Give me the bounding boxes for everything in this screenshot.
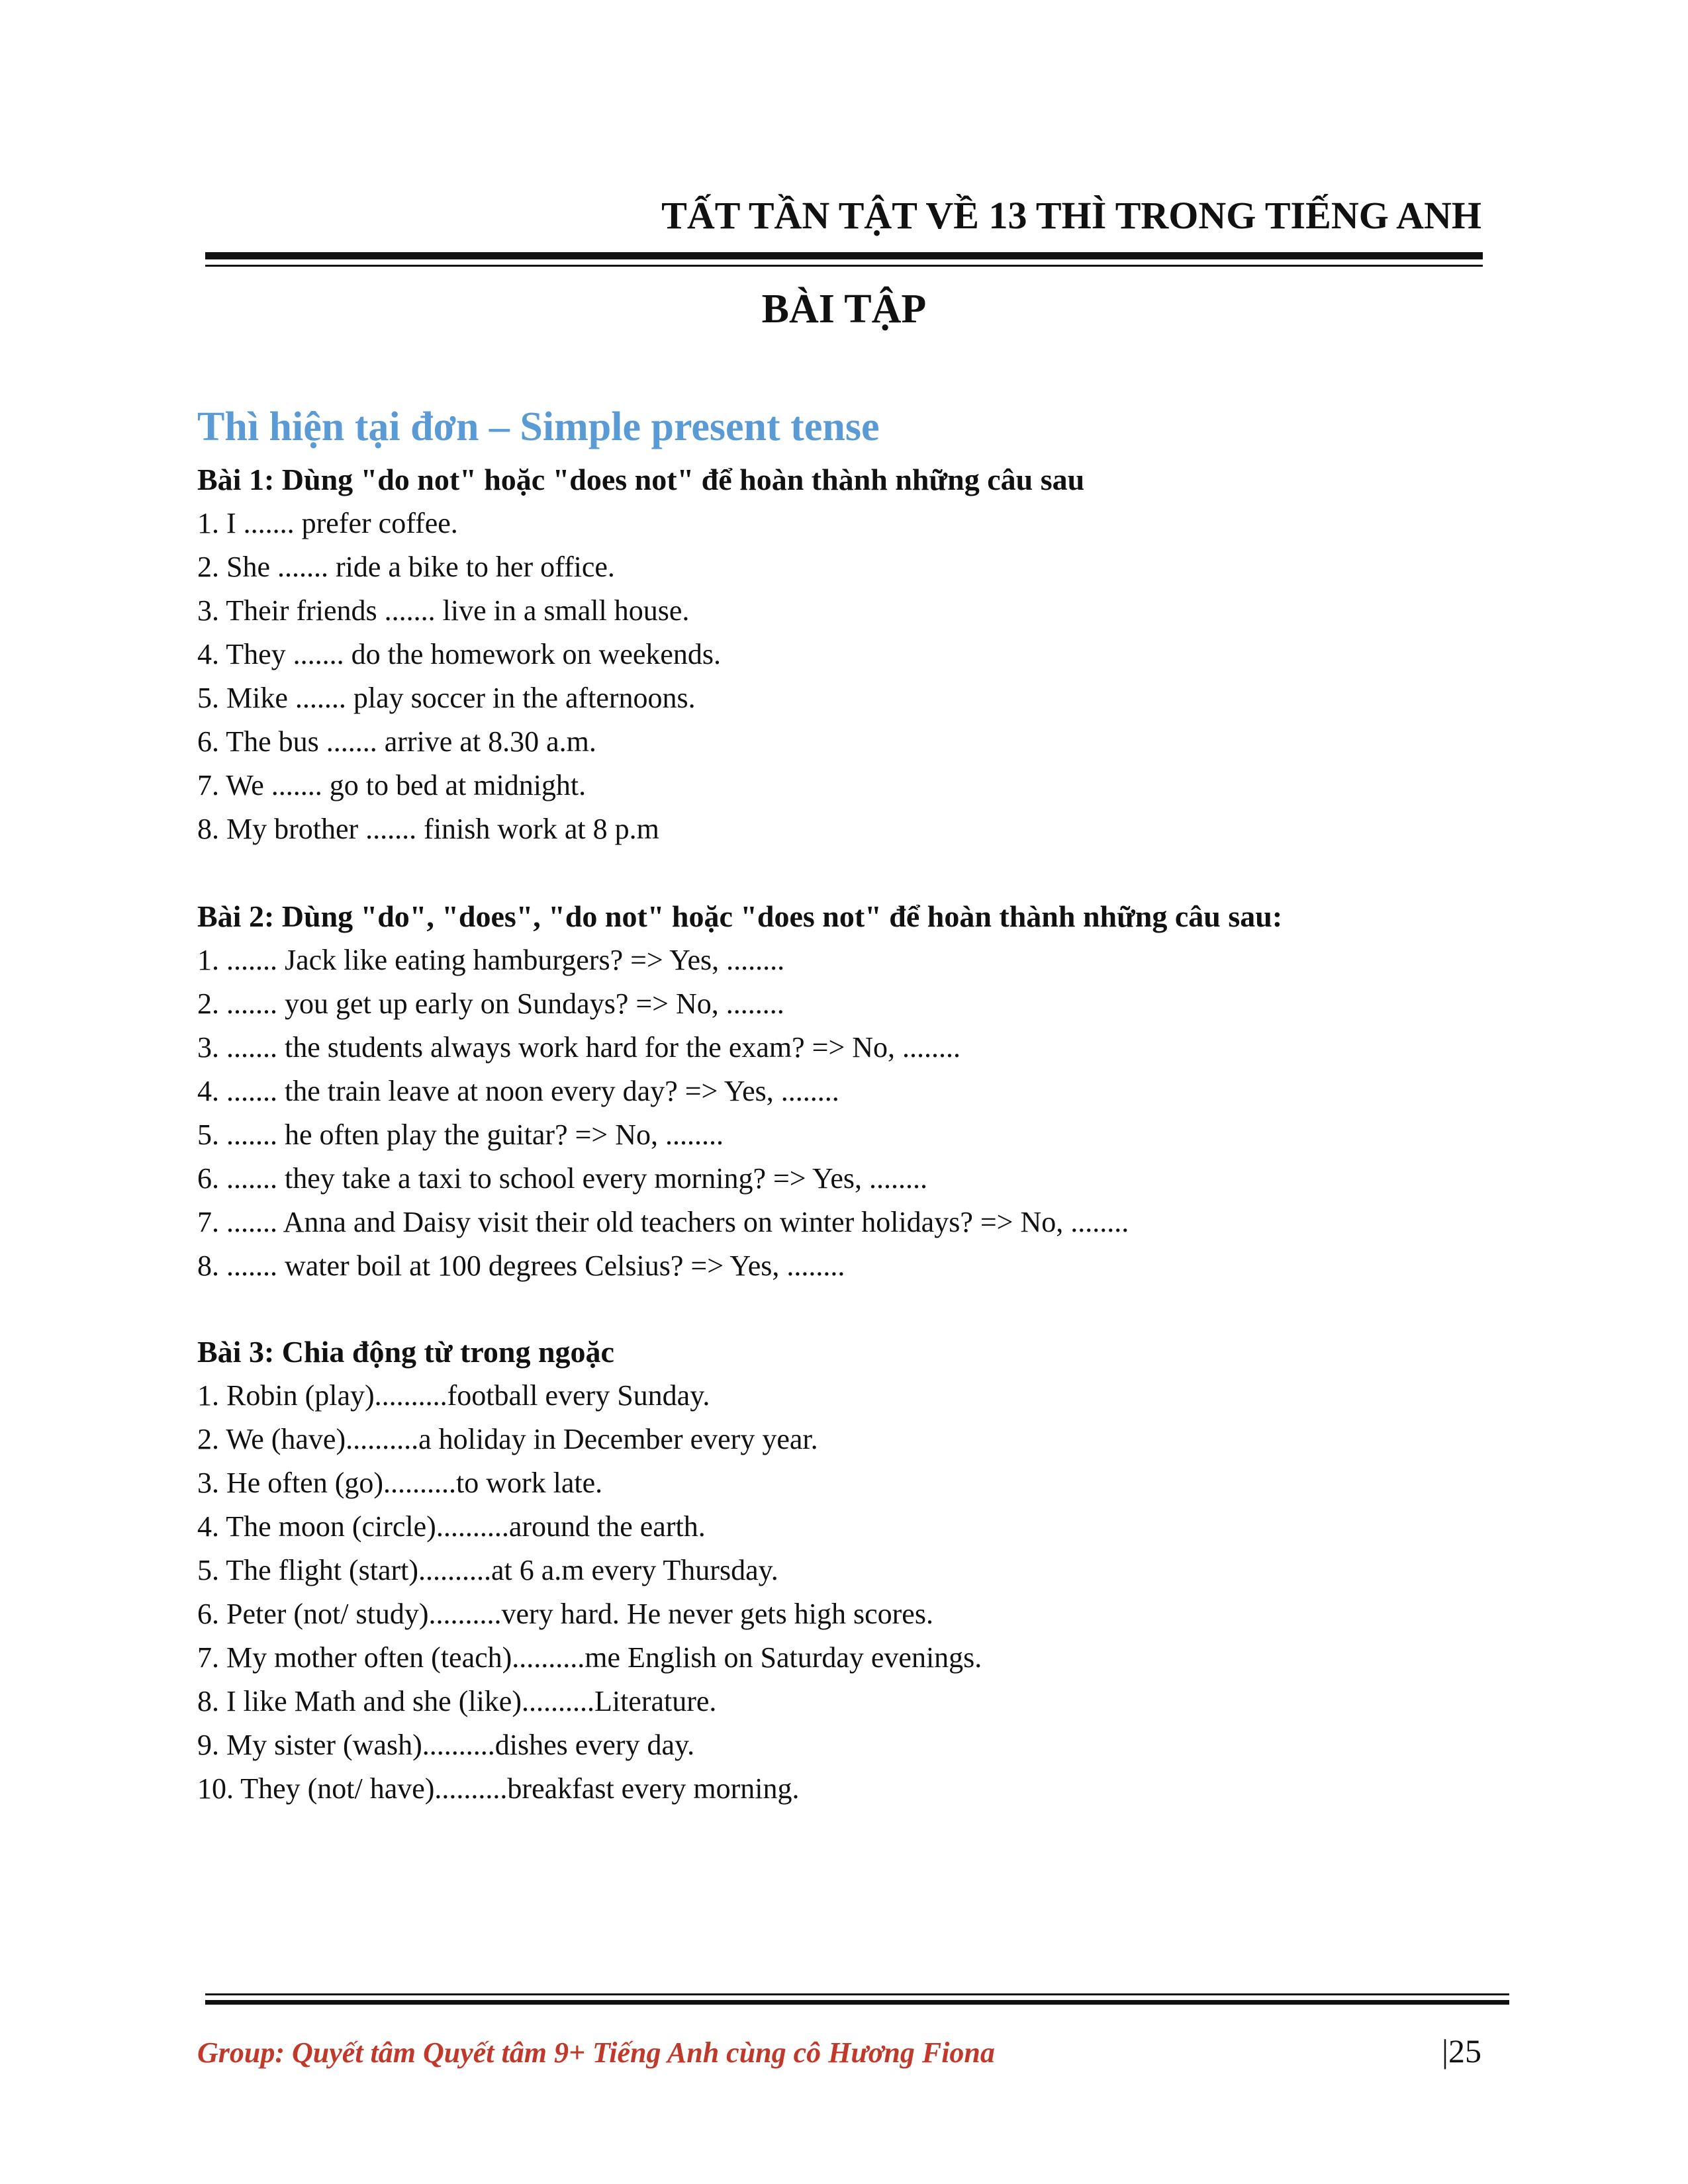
exercise-item: 7. My mother often (teach)..........me English on Saturday evenings. xyxy=(197,1641,982,1674)
exercise-list xyxy=(197,1374,1488,1811)
exercise-list xyxy=(197,938,1488,1288)
exercise-heading: Bài 1: Dùng "do not" hoặc "does not" để hoàn thành những câu sau xyxy=(197,463,1085,496)
exercise-item: 1. I ....... prefer coffee. xyxy=(197,507,458,539)
header-rule-thick xyxy=(205,252,1483,259)
footer-group-text: Group: Quyết tâm Quyết tâm 9+ Tiếng Anh cùng cô Hương Fiona xyxy=(197,2036,995,2069)
exercise-item: 8. ....... water boil at 100 degrees Celsius? => Yes, ........ xyxy=(197,1250,845,1282)
exercise-item: 4. They ....... do the homework on weekends. xyxy=(197,638,722,670)
exercise-3 xyxy=(197,1330,1488,1811)
exercise-item: 2. ....... you get up early on Sundays? => No, ........ xyxy=(197,987,784,1020)
exercise-item: 6. ....... they take a taxi to school every morning? => Yes, ........ xyxy=(197,1162,928,1195)
exercise-item: 5. The flight (start)..........at 6 a.m every Thursday. xyxy=(197,1554,778,1586)
exercise-item: 4. ....... the train leave at noon every day? => Yes, ........ xyxy=(197,1075,839,1107)
exercise-item: 8. I like Math and she (like)..........Literature. xyxy=(197,1685,717,1717)
exercise-item: 10. They (not/ have)..........breakfast every morning. xyxy=(197,1772,800,1805)
exercise-heading: Bài 2: Dùng "do", "does", "do not" hoặc "does not" để hoàn thành những câu sau: xyxy=(197,899,1283,933)
page-number: |25 xyxy=(1441,2032,1481,2070)
header-rule-thin xyxy=(205,265,1483,267)
footer-rule-thick xyxy=(205,2000,1509,2005)
exercise-item: 5. Mike ....... play soccer in the afternoons. xyxy=(197,682,696,714)
exercise-item: 8. My brother ....... finish work at 8 p.m xyxy=(197,813,659,845)
exercise-item: 3. Their friends ....... live in a small house. xyxy=(197,594,690,627)
exercise-heading: Bài 3: Chia động từ trong ngoặc xyxy=(197,1335,614,1369)
section-heading: Thì hiện tại đơn – Simple present tense xyxy=(197,404,880,449)
exercise-item: 1. ....... Jack like eating hamburgers? => Yes, ........ xyxy=(197,944,785,976)
exercise-2 xyxy=(197,895,1488,1288)
exercise-item: 3. He often (go)..........to work late. xyxy=(197,1467,603,1499)
exercise-item: 3. ....... the students always work hard for the exam? => No, ........ xyxy=(197,1031,961,1064)
exercise-1 xyxy=(197,458,1488,851)
exercise-item: 5. ....... he often play the guitar? => No, ........ xyxy=(197,1118,724,1151)
exercise-item: 7. We ....... go to bed at midnight. xyxy=(197,769,586,801)
footer-rule-thin xyxy=(205,1993,1509,1995)
exercise-item: 1. Robin (play)..........football every Sunday. xyxy=(197,1379,710,1412)
exercise-item: 6. Peter (not/ study)..........very hard. He never gets high scores. xyxy=(197,1598,933,1630)
exercise-item: 6. The bus ....... arrive at 8.30 a.m. xyxy=(197,725,596,758)
exercise-list xyxy=(197,502,1488,851)
page-title: BÀI TẬP xyxy=(761,287,927,332)
exercise-item: 2. We (have)..........a holiday in December every year. xyxy=(197,1423,818,1455)
header-title: TẤT TẦN TẬT VỀ 13 THÌ TRONG TIẾNG ANH xyxy=(661,194,1481,237)
exercise-item: 2. She ....... ride a bike to her office. xyxy=(197,551,615,583)
exercise-item: 4. The moon (circle)..........around the earth. xyxy=(197,1510,706,1543)
exercise-item: 9. My sister (wash)..........dishes every day. xyxy=(197,1729,695,1761)
exercise-item: 7. ....... Anna and Daisy visit their old teachers on winter holidays? => No, ........ xyxy=(197,1206,1129,1238)
